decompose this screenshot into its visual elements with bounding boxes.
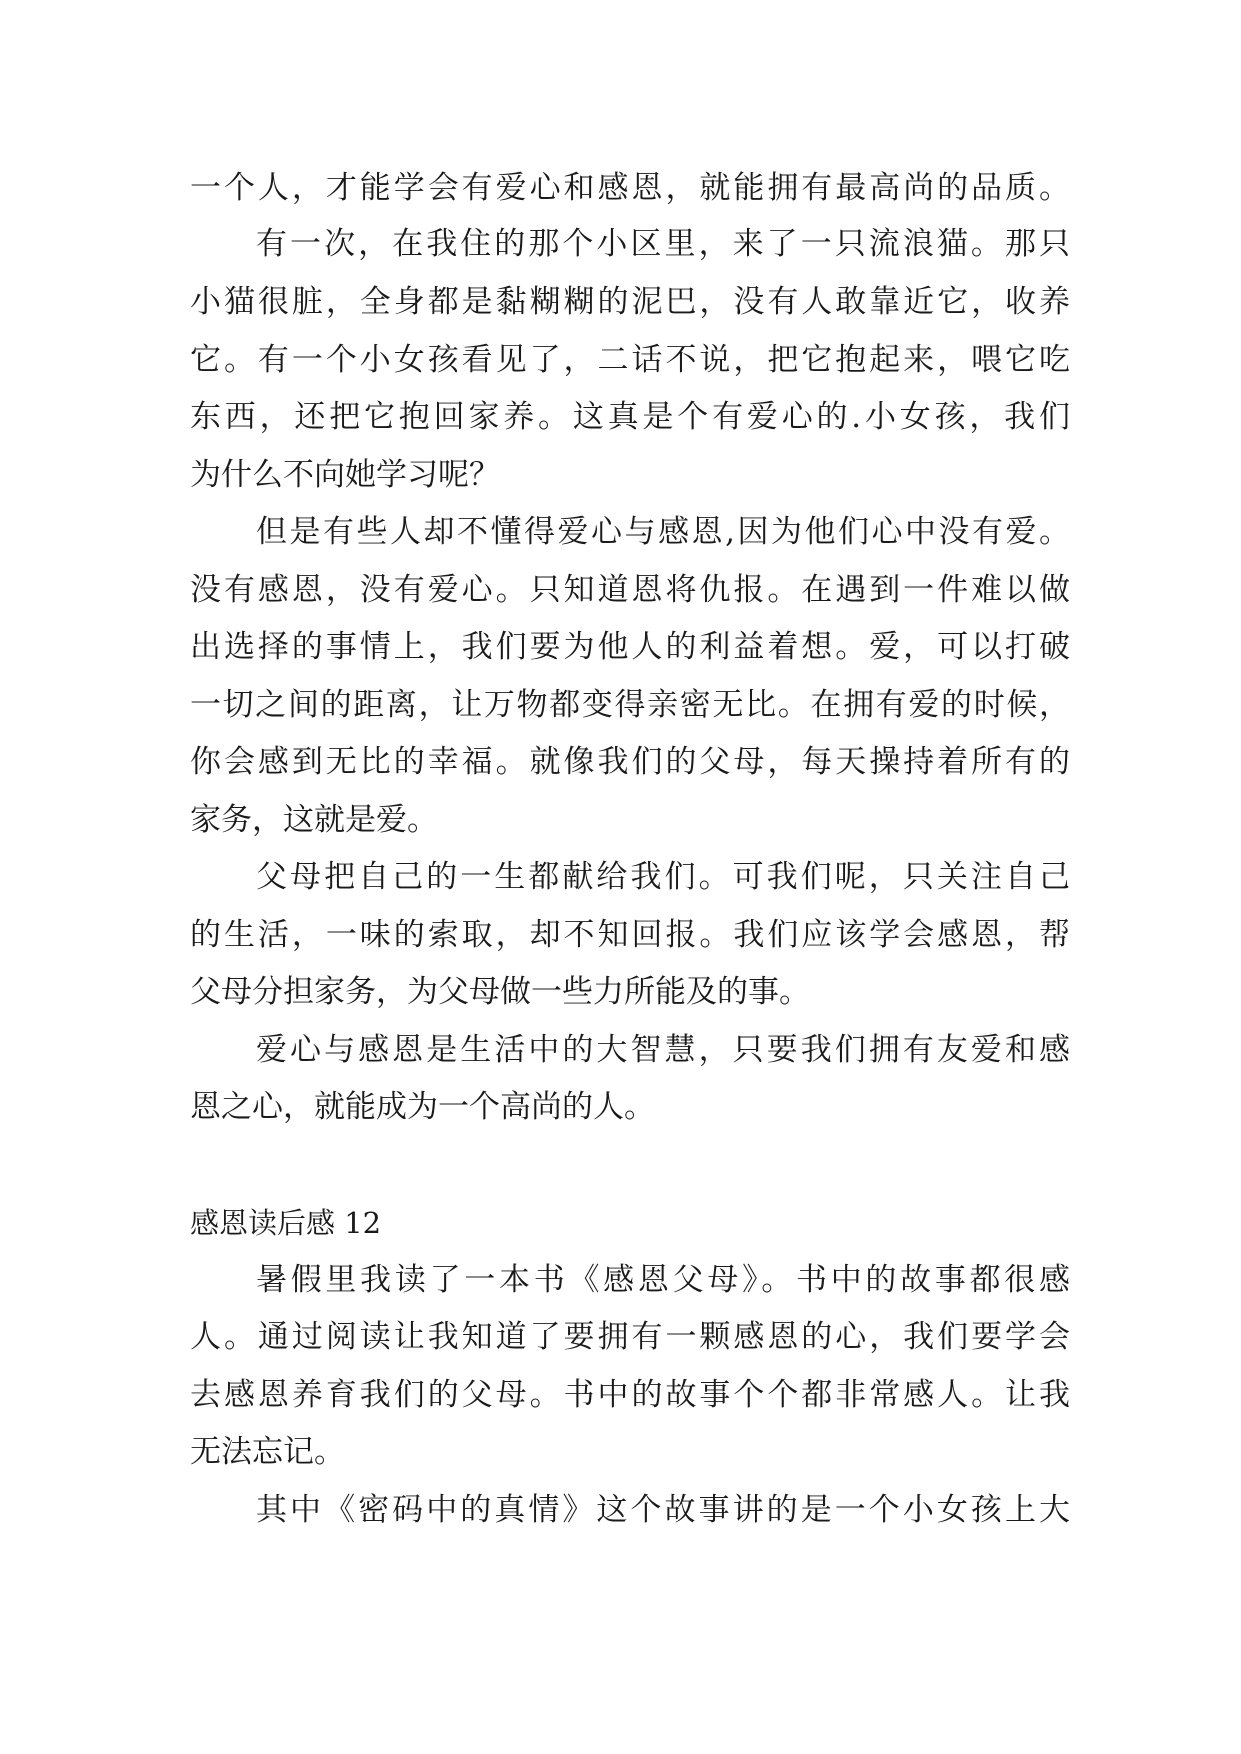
text-line: 人。通过阅读让我知道了要拥有一颗感恩的心，我们要学会 xyxy=(190,1319,1070,1355)
text-line: 小猫很脏，全身都是黏糊糊的泥巴，没有人敢靠近它，收养 xyxy=(190,284,1070,320)
text-line: 出选择的事情上，我们要为他人的利益着想。爱，可以打破 xyxy=(190,629,1070,665)
paragraph-first-line: 父母把自己的一生都献给我们。可我们呢，只关注自己 xyxy=(256,859,1070,895)
text-line: 它。有一个小女孩看见了，二话不说，把它抱起来，喂它吃 xyxy=(190,342,1070,378)
text-line: 家务，这就是爱。 xyxy=(190,802,438,838)
text-line: 你会感到无比的幸福。就像我们的父母，每天操持着所有的 xyxy=(190,744,1070,780)
paragraph-first-line: 爱心与感恩是生活中的大智慧，只要我们拥有友爱和感 xyxy=(256,1032,1070,1068)
text-line: 去感恩养育我们的父母。书中的故事个个都非常感人。让我 xyxy=(190,1377,1070,1413)
text-line: 东西，还把它抱回家养。这真是个有爱心的.小女孩，我们 xyxy=(190,399,1070,435)
paragraph-first-line: 暑假里我读了一本书《感恩父母》。书中的故事都很感 xyxy=(256,1262,1070,1298)
text-line: 为什么不向她学习呢？ xyxy=(190,457,500,493)
paragraph-first-line: 但是有些人却不懂得爱心与感恩,因为他们心中没有爱。 xyxy=(256,514,1070,550)
text-line: 一个人，才能学会有爱心和感恩，就能拥有最高尚的品质。 xyxy=(190,170,1070,206)
text-line: 无法忘记。 xyxy=(190,1434,345,1470)
section-heading: 感恩读后感 12 xyxy=(190,1206,382,1240)
text-line: 一切之间的距离，让万物都变得亲密无比。在拥有爱的时候， xyxy=(190,687,1070,723)
paragraph-first-line: 其中《密码中的真情》这个故事讲的是一个小女孩上大 xyxy=(256,1492,1070,1528)
text-line: 父母分担家务，为父母做一些力所能及的事。 xyxy=(190,974,810,1010)
text-line: 的生活，一味的索取，却不知回报。我们应该学会感恩，帮 xyxy=(190,917,1070,953)
text-line: 没有感恩，没有爱心。只知道恩将仇报。在遇到一件难以做 xyxy=(190,572,1070,608)
text-line: 恩之心，就能成为一个高尚的人。 xyxy=(190,1089,655,1125)
paragraph-first-line: 有一次，在我住的那个小区里，来了一只流浪猫。那只 xyxy=(256,226,1070,262)
